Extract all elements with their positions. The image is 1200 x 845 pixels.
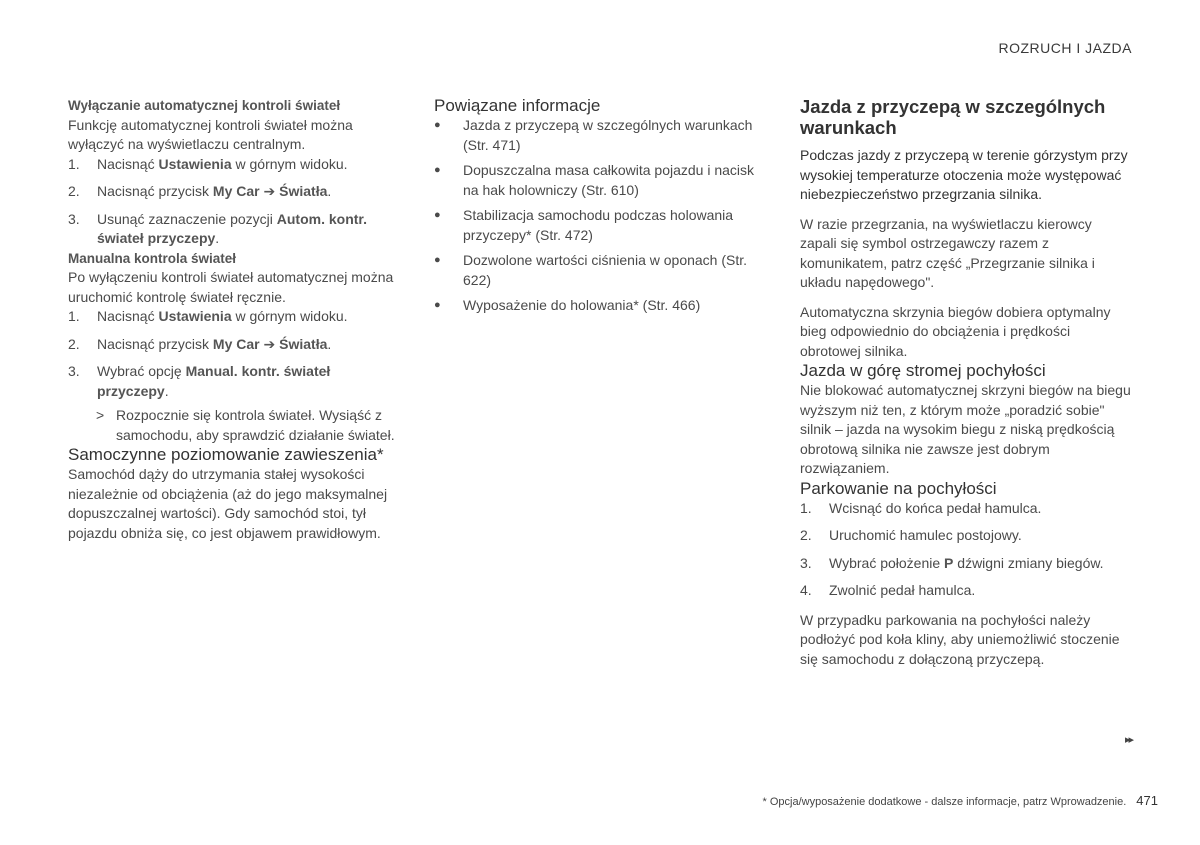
overheat-paragraph: W razie przegrzania, na wyświetlaczu kierowcy zapali się symbol ostrzegawczy razem z komunikatem, patrz część „Przegrzanie silnika i układu napędowego". <box>800 215 1095 290</box>
list-item: 3. Wybrać położenie P dźwigni zmiany biegów. <box>800 554 1132 574</box>
step-number: 2. <box>800 527 812 543</box>
list-item[interactable] <box>434 251 768 290</box>
list-item[interactable] <box>434 116 768 155</box>
list-item[interactable] <box>434 206 768 245</box>
result-marker: > <box>96 407 105 423</box>
bullet-icon: ● <box>434 119 441 131</box>
lead-paragraph: Podczas jazdy z przyczepą w terenie górzystym przy wysokiej temperaturze otoczenia może występować niebezpieczeństwo przegrzania silnika. <box>800 147 1128 202</box>
uphill-heading: Jazda w górę stromej pochyłości <box>800 361 1046 380</box>
ui-term: Ustawienia <box>158 308 232 324</box>
self-leveling-body: Samochód dąży do utrzymania stałej wysokości niezależnie od obciążenia (aż do jego maksymalnej dopuszczalnej wartości). Gdy samochód stoi, tył pojazdu obniża się, co jest objawem prawidłowym. <box>68 466 388 541</box>
column-middle <box>434 96 768 316</box>
ui-term: My Car <box>212 335 260 352</box>
list-item: 2. Nacisnąć przycisk My Car ➔ Światła. <box>68 182 398 202</box>
footer <box>763 793 1159 808</box>
ui-term: My Car <box>212 183 260 199</box>
auto-light-off-intro: Funkcję automatycznej kontroli świateł można wyłączyć na wyświetlaczu centralnym. <box>68 116 353 152</box>
step-number: 2. <box>68 183 80 199</box>
list-item: 1. Nacisnąć Ustawienia w górnym widoku. <box>68 307 398 327</box>
ui-term: Światła <box>275 335 328 352</box>
arrow-right-icon: ➔ <box>263 183 276 199</box>
step-number: 2. <box>68 335 80 352</box>
bullet-icon: ● <box>434 299 441 311</box>
next-page-icon: ▸▸ <box>1124 734 1132 746</box>
step-number: 3. <box>800 554 812 571</box>
step-number: 1. <box>68 155 80 172</box>
bullet-icon: ● <box>434 209 441 221</box>
gear-position: P <box>944 554 954 571</box>
list-item: 1. Nacisnąć Ustawienia w górnym widoku. <box>68 155 398 175</box>
list-item: 3. Usunąć zaznaczenie pozycji Autom. kontr. świateł przyczepy. <box>68 210 367 246</box>
bullet-icon: ● <box>434 164 441 176</box>
list-item: 2. Nacisnąć przycisk My Car ➔ Światła. <box>68 335 398 355</box>
step-number: 3. <box>68 210 80 227</box>
related-link[interactable]: Dozwolone wartości ciśnienia w oponach (Str. 622) <box>463 252 748 288</box>
self-leveling-heading: Samoczynne poziomowanie zawieszenia* <box>68 445 384 464</box>
related-info-heading: Powiązane informacje <box>434 96 601 115</box>
column-right <box>800 96 1132 669</box>
list-item: 2. Uruchomić hamulec postojowy. <box>800 526 1132 546</box>
related-link[interactable]: Stabilizacja samochodu podczas holowania przyczepy* (Str. 472) <box>463 207 734 243</box>
list-item[interactable] <box>434 161 768 200</box>
ui-term: Manual. kontr. świateł przyczepy <box>97 363 331 399</box>
column-left <box>68 96 398 543</box>
list-item[interactable] <box>434 296 768 316</box>
manual-light-steps <box>68 307 398 401</box>
ui-term: Autom. kontr. świateł przyczepy <box>97 210 367 246</box>
parking-body: W przypadku parkowania na pochyłości należy podłożyć pod koła kliny, aby uniemożliwić stoczenie się samochodu z dołączoną przyczepą. <box>800 611 1120 667</box>
optional-marker: * <box>377 445 384 464</box>
step-number: 1. <box>800 499 812 516</box>
parking-steps <box>800 499 1132 601</box>
ui-term: Światła <box>275 183 328 199</box>
step-number: 1. <box>68 308 80 324</box>
auto-light-off-steps <box>68 155 398 249</box>
uphill-body: Nie blokować automatycznej skrzyni biegów na biegu wyższym niż ten, z którym może „poradzić sobie" silnik – jazda na wysokim biegu z niską prędkością obrotową silnika nie zawsze jest dobrym rozwiązaniem. <box>800 382 1131 476</box>
related-link[interactable]: Dopuszczalna masa całkowita pojazdu i nacisk na hak holowniczy (Str. 610) <box>463 162 755 198</box>
auto-light-off-heading: Wyłączanie automatycznej kontroli świateł <box>68 98 341 113</box>
section-header: ROZRUCH I JAZDA <box>998 40 1132 56</box>
step-result: > Rozpocznie się kontrola świateł. Wysiąść z samochodu, aby sprawdzić działanie świateł. <box>96 407 395 443</box>
arrow-right-icon: ➔ <box>263 335 276 352</box>
list-item: 1. Wcisnąć do końca pedał hamulca. <box>800 499 1132 519</box>
ui-term: Ustawienia <box>158 155 232 172</box>
related-info-list <box>434 116 768 316</box>
step-number: 3. <box>68 363 80 379</box>
list-item: 4. Zwolnić pedał hamulca. <box>800 581 1132 601</box>
manual-light-heading: Manualna kontrola świateł <box>68 250 237 266</box>
step-number: 4. <box>800 582 812 598</box>
parking-heading: Parkowanie na pochyłości <box>800 478 997 498</box>
list-item: 3. Wybrać opcję Manual. kontr. świateł przyczepy. <box>68 363 331 399</box>
page-title: Jazda z przyczepą w szczególnych warunkach <box>800 96 1106 138</box>
manual-light-intro: Po wyłączeniu kontroli świateł automatycznej można uruchomić kontrolę świateł ręcznie. <box>68 269 394 305</box>
footnote-text: * Opcja/wyposażenie dodatkowe - dalsze informacje, patrz Wprowadzenie. <box>762 796 1127 808</box>
gearbox-paragraph: Automatyczna skrzynia biegów dobiera optymalny bieg odpowiednio do obciążenia i prędkości obrotowej silnika. <box>800 303 1111 359</box>
page-number: 471 <box>1136 793 1158 808</box>
related-link[interactable]: Jazda z przyczepą w szczególnych warunkach (Str. 471) <box>463 117 753 153</box>
bullet-icon: ● <box>434 254 441 266</box>
related-link[interactable]: Wyposażenie do holowania* (Str. 466) <box>463 297 701 313</box>
